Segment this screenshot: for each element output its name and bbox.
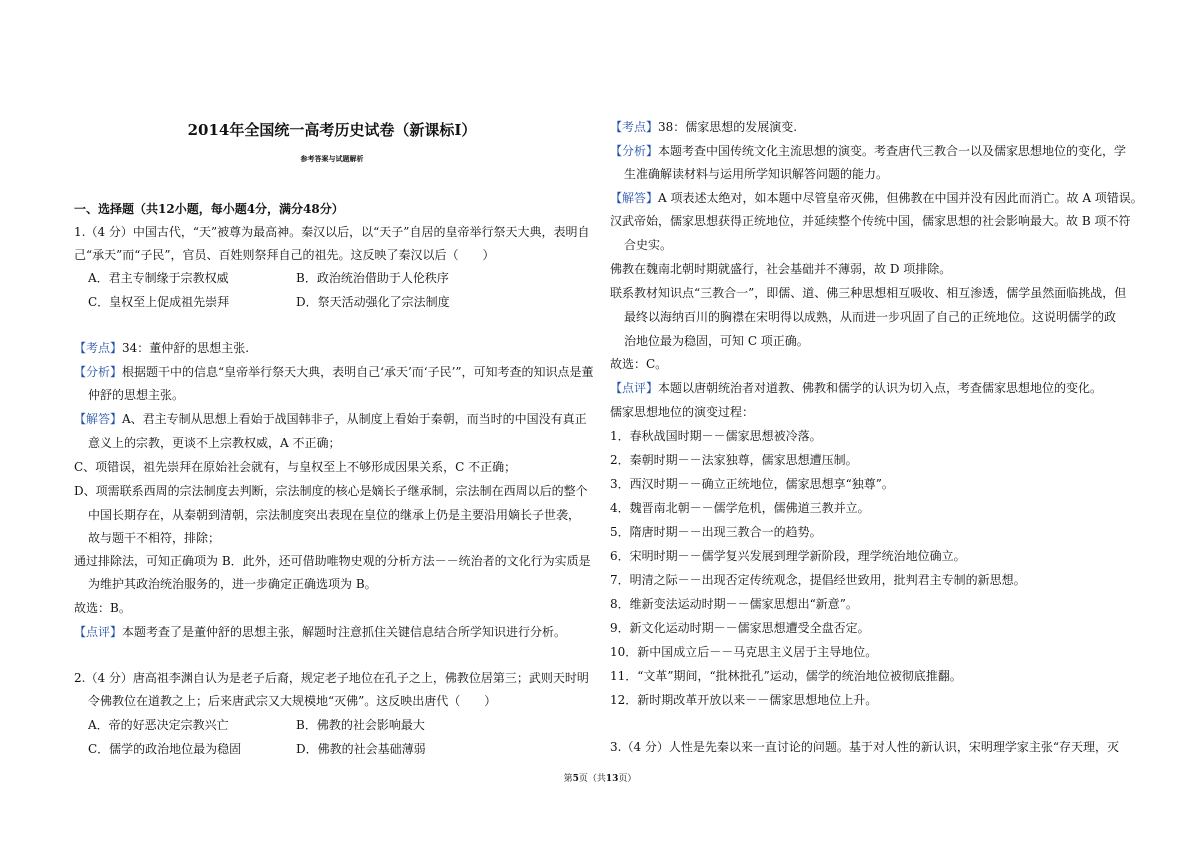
evolution-item: 8．维新变法运动时期－－儒家思想出“新意”。 bbox=[610, 597, 858, 611]
q1-fenxi-cont: 仲舒的思想主张。 bbox=[88, 388, 185, 402]
q2-jieda-line3: 合史实。 bbox=[624, 238, 673, 252]
q2-kaodian-text: 38：儒家思想的发展演变. bbox=[658, 120, 798, 134]
jieda-tag: 【解答】 bbox=[74, 412, 123, 426]
q2-jieda-text: A 项表述太绝对，如本题中尽管皇帝灭佛，但佛教在中国并没有因此而消亡。故 A 项错误。 bbox=[658, 191, 1143, 205]
page-footer bbox=[0, 773, 1200, 785]
dianping-tag: 【点评】 bbox=[610, 381, 659, 395]
evolution-item: 5．隋唐时期－－出现三教合一的趋势。 bbox=[610, 525, 822, 539]
q2-option-c: C．儒学的政治地位最为稳固 bbox=[88, 742, 242, 756]
evolution-item: 4．魏晋南北朝－－儒学危机，儒佛道三教并立。 bbox=[610, 501, 870, 515]
q2-jieda-line5: 联系教材知识点“三教合一”，即儒、道、佛三种思想相互吸收、相互渗透，儒学虽然面临挑战，但 bbox=[610, 286, 1127, 300]
evolution-item: 10．新中国成立后－－马克思主义居于主导地位。 bbox=[610, 645, 878, 659]
q3-stem-line1: 3.（4 分）人性是先秦以来一直讨论的问题。基于对人性的新认识，宋明理学家主张“存天理，灭 bbox=[610, 740, 1120, 754]
dianping-tag: 【点评】 bbox=[74, 625, 123, 639]
current-page-number: 5 bbox=[572, 774, 579, 784]
q2-option-a: A．帝的好恶决定宗教兴亡 bbox=[88, 718, 229, 732]
evolution-item: 2．秦朝时期－－法家独尊，儒家思想遭压制。 bbox=[610, 453, 858, 467]
q1-jieda-line3: C、项错误，祖先崇拜在原始社会就有，与皇权至上不够形成因果关系，C 不正确； bbox=[74, 460, 517, 474]
q1-jieda-text: A、君主专制从思想上看始于战国韩非子，从制度上看始于秦朝，而当时的中国没有真正 bbox=[122, 412, 587, 426]
q1-dianping-text: 本题考查了是董仲舒的思想主张，解题时注意抓住关键信息结合所学知识进行分析。 bbox=[122, 625, 567, 639]
evolution-title: 儒家思想地位的演变过程： bbox=[610, 405, 755, 419]
footer-prefix: 第 bbox=[563, 774, 573, 784]
kaodian-tag: 【考点】 bbox=[610, 120, 659, 134]
q2-jieda-line6: 最终以海纳百川的胸襟在宋明得以成熟，从而进一步巩固了自己的正统地位。这说明儒学的政 bbox=[624, 310, 1117, 324]
q2-dianping bbox=[610, 380, 1102, 396]
q1-stem-line2: 己“承天”而“子民”，官员、百姓则祭拜自己的祖先。这反映了秦汉以后（ ） bbox=[74, 248, 495, 262]
q2-jieda-line2: 汉武帝始，儒家思想获得正统地位，并延续整个传统中国，儒家思想的社会影响最大。故 B 项不符 bbox=[610, 214, 1131, 228]
evolution-item: 9．新文化运动时期－－儒家思想遭受全盘否定。 bbox=[610, 621, 870, 635]
q2-kaodian bbox=[610, 119, 797, 135]
q2-jieda bbox=[610, 190, 1143, 206]
q1-jieda-line2: 意义上的宗教，更谈不上宗教权威，A 不正确； bbox=[88, 436, 341, 450]
evolution-item: 7．明清之际－－出现否定传统观念，提倡经世致用，批判君主专制的新思想。 bbox=[610, 573, 1026, 587]
exam-title: 2014年全国统一高考历史试卷（新课标Ⅰ） bbox=[187, 121, 477, 139]
q1-fenxi-text: 根据题干中的信息“皇帝举行祭天大典，表明自己‘承天’而‘子民’”，可知考查的知识点是董 bbox=[122, 365, 594, 379]
q1-kaodian-text: 34：董仲舒的思想主张. bbox=[122, 341, 250, 355]
fenxi-tag: 【分析】 bbox=[610, 144, 659, 158]
q1-dianping bbox=[74, 624, 566, 640]
q1-stem-line1: 1.（4 分）中国古代，“天”被尊为最高神。秦汉以后，以“天子”自居的皇帝举行祭天大典，表明自 bbox=[74, 225, 590, 239]
q1-option-b: B．政治统治借助于人伦秩序 bbox=[296, 271, 449, 285]
q1-jieda bbox=[74, 411, 587, 427]
q2-answer: 故选：C。 bbox=[610, 357, 668, 371]
footer-middle: 页（共 bbox=[578, 774, 606, 784]
q2-fenxi bbox=[610, 143, 1126, 159]
q2-option-d: D．佛教的社会基础薄弱 bbox=[296, 742, 426, 756]
q1-option-d: D．祭天活动强化了宗法制度 bbox=[296, 295, 450, 309]
q2-dianping-text: 本题以唐朝统治者对道教、佛教和儒学的认识为切入点，考查儒家思想地位的变化。 bbox=[658, 381, 1103, 395]
q2-jieda-line7: 治地位最为稳固，可知 C 项正确。 bbox=[624, 334, 809, 348]
q1-jieda-line6: 故与题干不相符，排除； bbox=[88, 531, 221, 545]
q1-jieda-line5: 中国长期存在，从秦朝到清朝，宗法制度突出表现在皇位的继承上仍是主要沿用嫡长子世袭， bbox=[88, 508, 581, 522]
evolution-item: 3．西汉时期－－确立正统地位，儒家思想享“独尊”。 bbox=[610, 477, 894, 491]
total-page-number: 13 bbox=[605, 774, 619, 784]
fenxi-tag: 【分析】 bbox=[74, 365, 123, 379]
evolution-item: 11．“文革”期间，“批林批孔”运动，儒学的统治地位被彻底推翻。 bbox=[610, 669, 962, 683]
q2-fenxi-cont: 生准确解读材料与运用所学知识解答问题的能力。 bbox=[624, 167, 889, 181]
q2-jieda-line4: 佛教在魏南北朝时期就盛行，社会基础并不薄弱，故 D 项排除。 bbox=[610, 262, 952, 276]
q1-answer: 故选：B。 bbox=[74, 601, 131, 615]
evolution-item: 12．新时期改革开放以来－－儒家思想地位上升。 bbox=[610, 693, 878, 707]
q2-fenxi-text: 本题考查中国传统文化主流思想的演变。考查唐代三教合一以及儒家思想地位的变化，学 bbox=[658, 144, 1127, 158]
q1-jieda-line8: 为维护其政治统治服务的，进一步确定正确选项为 B。 bbox=[88, 577, 377, 591]
q1-option-c: C．皇权至上促成祖先崇拜 bbox=[88, 295, 230, 309]
q1-kaodian bbox=[74, 340, 249, 356]
evolution-item: 6．宋明时期－－儒学复兴发展到理学新阶段，理学统治地位确立。 bbox=[610, 549, 966, 563]
footer-suffix: 页） bbox=[618, 774, 637, 784]
q1-jieda-line4: D、项需联系西周的宗法制度去判断，宗法制度的核心是嫡长子继承制，宗法制在西周以后的整个 bbox=[74, 484, 588, 498]
q1-jieda-line7: 通过排除法，可知正确项为 B．此外，还可借助唯物史观的分析方法－－统治者的文化行为实质是 bbox=[74, 554, 591, 568]
jieda-tag: 【解答】 bbox=[610, 191, 659, 205]
evolution-item: 1．春秋战国时期－－儒家思想被冷落。 bbox=[610, 429, 822, 443]
kaodian-tag: 【考点】 bbox=[74, 341, 123, 355]
q1-fenxi bbox=[74, 364, 594, 380]
q2-stem-line2: 令佛教位在道教之上；后来唐武宗又大规模地“灭佛”。这反映出唐代（ ） bbox=[88, 694, 497, 708]
exam-subtitle: 参考答案与试题解析 bbox=[300, 154, 364, 163]
q2-stem-line1: 2.（4 分）唐高祖李渊自认为是老子后裔，规定老子地位在孔子之上，佛教位居第三；武则天时明 bbox=[74, 671, 589, 685]
q1-option-a: A．君主专制缘于宗教权威 bbox=[88, 271, 229, 285]
section-heading: 一、选择题（共12小题，每小题4分，满分48分） bbox=[74, 202, 344, 216]
q2-option-b: B．佛教的社会影响最大 bbox=[296, 718, 425, 732]
